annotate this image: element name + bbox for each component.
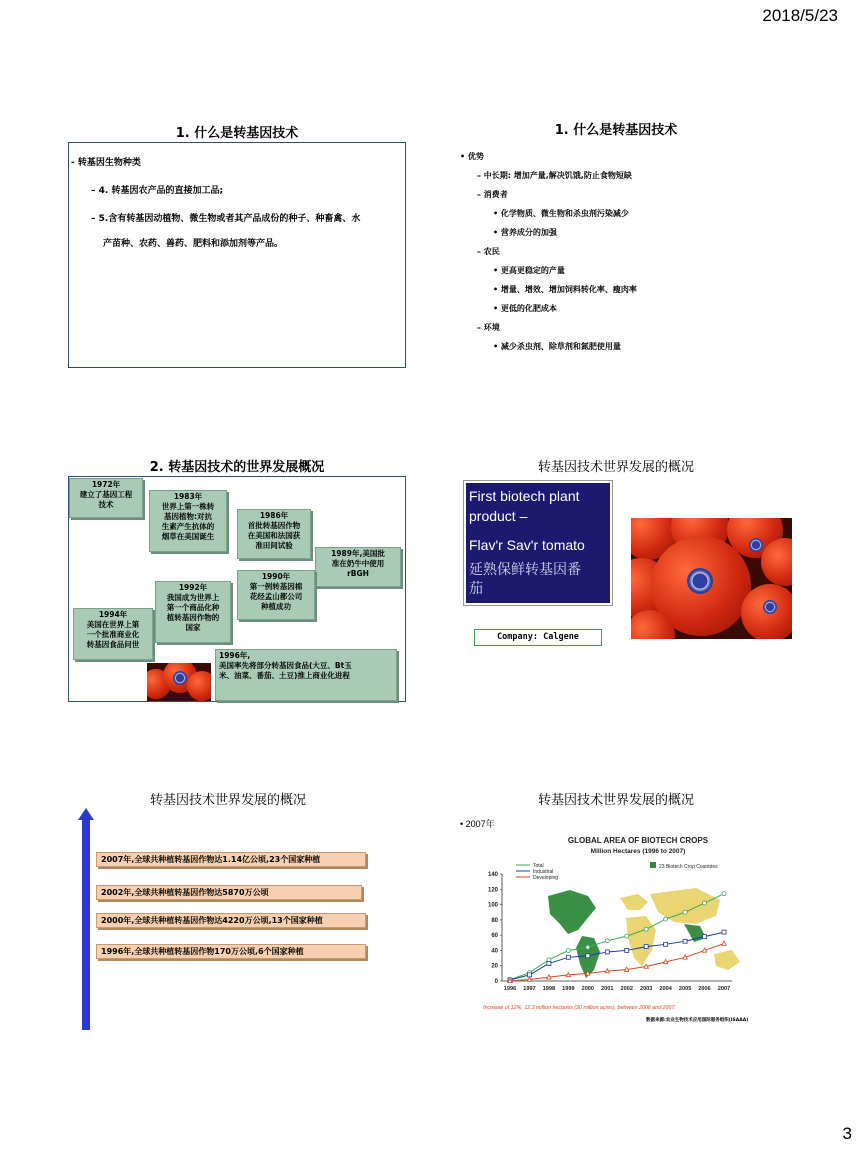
slide3-title: 2. 转基因技术的世界发展概况 — [149, 460, 325, 475]
slide2-line: – 农民 — [477, 247, 500, 256]
data-point-total — [566, 949, 570, 953]
info-line: product – — [469, 508, 528, 524]
data-point-industrial — [625, 948, 629, 952]
timeline-event-1989: 1989年,美国批 准在奶牛中使用 rBGH — [315, 547, 401, 587]
data-point-developing — [644, 964, 648, 968]
x-tick-label: 2006 — [698, 986, 711, 992]
timeline-event-1996: 1996年, 美国率先将部分转基因食品(大豆、Bt玉 米、油菜、番茄、土豆)推上商业化进程 — [215, 649, 397, 701]
x-tick-label: 2003 — [639, 986, 653, 992]
slide1-line: 产苗种、农药、兽药、肥料和添加剂等产品。 — [103, 239, 284, 249]
x-tick-label: 1996 — [503, 986, 517, 992]
slide2-title: 1. 什么是转基因技术 — [554, 123, 678, 138]
slide1-line: – 4. 转基因农产品的直接加工品; — [91, 186, 224, 196]
slide4-title: 转基因技术世界发展的概况 — [537, 460, 694, 475]
data-point-industrial — [722, 930, 726, 934]
info-line-cn: 延熟保鲜转基因番 — [469, 562, 581, 578]
x-tick-label: 2001 — [601, 986, 614, 992]
data-point-developing — [625, 967, 629, 971]
data-point-total — [625, 934, 629, 938]
legend-countries-label: 23 Biotech Crop Countries — [659, 864, 718, 870]
slide2-line: – 消费者 — [477, 190, 508, 199]
data-point-total — [586, 945, 590, 949]
x-tick-label: 2002 — [620, 986, 633, 992]
data-point-industrial — [547, 961, 551, 965]
tomato-thumbnail-image — [147, 663, 211, 701]
flavr-savr-info-box — [464, 481, 612, 605]
data-point-total — [703, 901, 707, 905]
x-tick-label: 2007 — [717, 986, 731, 992]
data-point-developing — [605, 969, 609, 973]
data-point-developing — [663, 959, 667, 963]
x-tick-label: 2005 — [678, 986, 692, 992]
x-tick-label: 2000 — [581, 986, 595, 992]
world-map-image — [548, 888, 740, 978]
slide1-title: 1. 什么是转基因技术 — [175, 126, 299, 141]
x-tick-label: 1998 — [542, 986, 556, 992]
y-tick-label: 60 — [491, 933, 498, 940]
chart-title: GLOBAL AREA OF BIOTECH CROPS — [567, 836, 709, 845]
milestone-bar-1996: 1996年,全球共种植转基因作物170万公顷,6个国家种植 — [96, 944, 366, 959]
timeline-event-1992: 1992年 我国成为世界上 第一个商品化种 植转基因作物的 国家 — [155, 581, 231, 643]
y-tick-label: 140 — [487, 872, 498, 878]
data-point-developing — [566, 972, 570, 976]
timeline-frame — [68, 476, 406, 702]
slide6-title: 转基因技术世界发展的概况 — [537, 793, 694, 808]
timeline-arrow — [82, 818, 90, 1030]
data-point-industrial — [683, 939, 687, 943]
slide2-content — [460, 146, 790, 368]
legend-label-developing: Developing — [533, 874, 559, 881]
timeline-event-1983: 1983年 世界上第一株转 基因植物:对抗 生素产生抗体的 烟草在美国诞生 — [149, 490, 227, 552]
slide2-line: – 环境 — [477, 323, 500, 332]
data-point-developing — [527, 977, 531, 981]
timeline-event-1990: 1990年 第一例转基因棉 花经孟山都公司 种植成功 — [237, 570, 315, 620]
x-tick-label: 1997 — [523, 986, 536, 992]
slide6-bullet: • 2007年 — [460, 819, 495, 829]
data-point-developing — [547, 975, 551, 979]
slide1-line: - 转基因生物种类 — [71, 158, 141, 168]
chart-note: Increase of 12%, 12.3 million hectares (30 million acres), between 2006 and 2007. — [483, 1005, 676, 1011]
series-line-developing — [510, 944, 724, 981]
slide2-line: • 优势 — [460, 152, 484, 161]
data-point-total — [664, 917, 668, 921]
slide1-line: – 5.含有转基因动植物、微生物或者其产品成份的种子、种畜禽、水 — [91, 214, 361, 224]
info-line: Flav'r Sav'r tomato — [469, 537, 585, 553]
slide2-line: • 增量、增效、增加饲料转化率、瘦肉率 — [493, 285, 637, 294]
slide2-line: • 更低的化肥成本 — [493, 304, 557, 313]
slide2-line: – 中长期: 增加产量,解决饥饿,防止食物短缺 — [477, 171, 632, 180]
print-date: 2018/5/23 — [762, 6, 838, 25]
milestone-bar-2000: 2000年,全球共种植转基因作物达4220万公顷,13个国家种植 — [96, 913, 366, 928]
slide2-line: • 减少杀虫剂、除草剂和氮肥使用量 — [493, 342, 621, 351]
timeline-event-1986: 1986年 首批转基因作物 在美国和法国获 准田间试验 — [237, 509, 311, 559]
data-point-total — [605, 939, 609, 943]
timeline-event-1972: 1972年 建立了基因工程 技术 — [69, 478, 143, 518]
tomato-photo-image — [631, 518, 792, 639]
company-label: Company: Calgene — [474, 629, 602, 646]
y-tick-label: 0 — [494, 979, 498, 985]
data-point-industrial — [605, 950, 609, 954]
timeline-event-1994: 1994年 美国在世界上第 一个批准商业化 转基因食品问世 — [73, 608, 153, 660]
series-line-industrial — [510, 932, 724, 980]
data-point-industrial — [644, 945, 648, 949]
y-tick-label: 120 — [487, 887, 498, 894]
data-point-developing — [702, 948, 706, 952]
y-tick-label: 20 — [491, 963, 498, 970]
data-point-developing — [683, 955, 687, 959]
y-tick-label: 100 — [487, 902, 498, 909]
chart-source: 数据来源:农业生物技术应用国际服务组织(ISAAA) — [646, 1018, 749, 1023]
data-point-industrial — [586, 954, 590, 958]
data-point-industrial — [566, 955, 570, 959]
info-line: First biotech plant — [469, 488, 580, 504]
slide2-line: • 化学物质、微生物和杀虫剂污染减少 — [493, 209, 629, 218]
milestone-bar-2002: 2002年,全球共种植转基因作物达5870万公顷 — [96, 885, 362, 900]
data-point-total — [644, 927, 648, 931]
data-point-total — [683, 910, 687, 914]
legend-label-total: Total — [533, 862, 544, 869]
info-line-cn: 茄 — [469, 581, 483, 597]
data-point-industrial — [703, 935, 707, 939]
x-tick-label: 1999 — [562, 986, 575, 992]
slide5-title: 转基因技术世界发展的概况 — [149, 793, 306, 808]
page-number: 3 — [842, 1124, 852, 1143]
slide1-content-box — [68, 142, 406, 368]
legend-label-industrial: Industrial — [533, 868, 554, 875]
y-tick-label: 80 — [491, 917, 498, 924]
slide2-line: • 营养成分的加强 — [493, 228, 557, 237]
chart-subtitle: Million Hectares (1996 to 2007) — [590, 848, 686, 855]
data-point-developing — [722, 941, 726, 945]
slide2-line: • 更高更稳定的产量 — [493, 266, 565, 275]
legend-countries-swatch — [650, 862, 656, 868]
biotech-area-chart — [470, 826, 794, 1026]
milestone-bar-2007: 2007年,全球共种植转基因作物达1.14亿公顷,23个国家种植 — [96, 852, 366, 867]
data-point-industrial — [664, 942, 668, 946]
x-tick-label: 2004 — [659, 986, 672, 992]
y-tick-label: 40 — [491, 948, 498, 955]
data-point-total — [722, 892, 726, 896]
